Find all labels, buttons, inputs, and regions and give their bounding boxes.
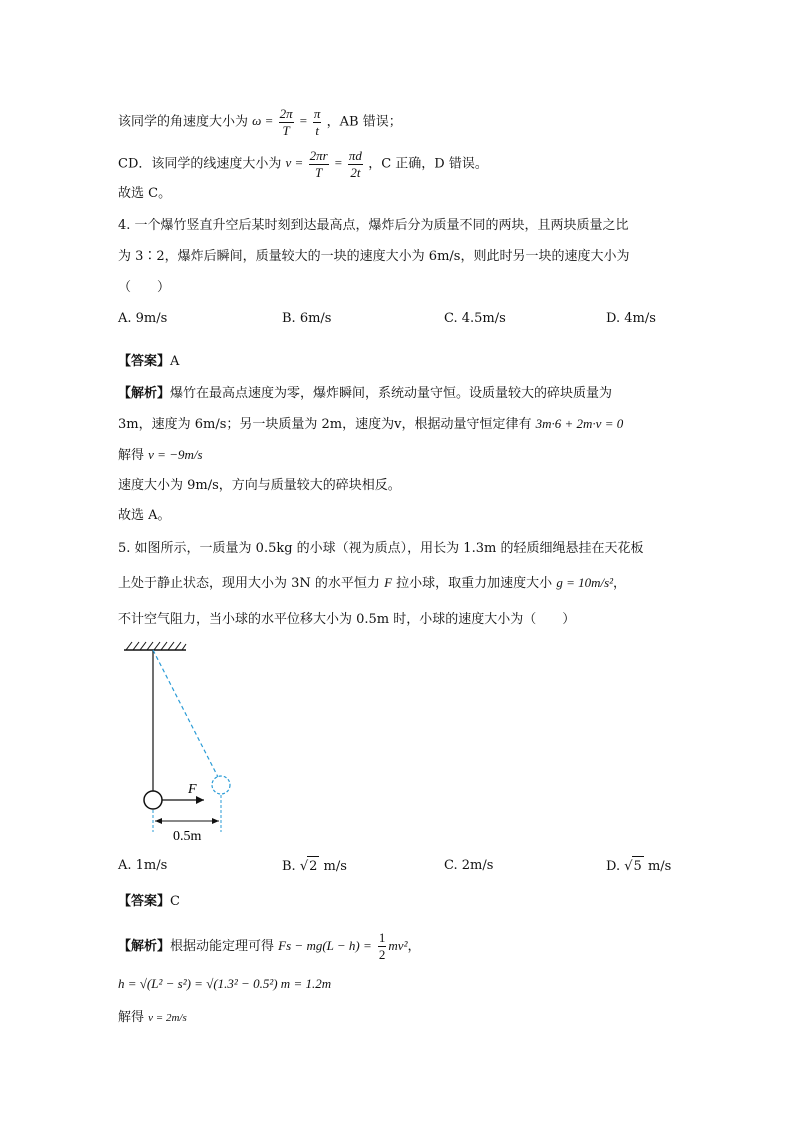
distance-arrow-right xyxy=(212,818,219,824)
analysis-text: 爆竹在最高点速度为零，爆炸瞬间，系统动量守恒。设质量较大的碎块质量为 xyxy=(170,386,613,401)
answer-value: A xyxy=(170,354,180,369)
q5-option-c: C. 2m/s xyxy=(444,858,494,873)
q5-option-a: A. 1m/s xyxy=(118,858,168,873)
q5-option-b: B. √2 m/s xyxy=(282,856,347,877)
sol3-choose: 故选 C。 xyxy=(118,186,172,201)
ball xyxy=(144,791,162,809)
q4-option-c: C. 4.5m/s xyxy=(444,311,506,326)
mass-coef: 3 xyxy=(118,417,127,432)
energy-eq-left: Fs − mg(L − h) = xyxy=(278,938,372,953)
q4-answer xyxy=(118,352,179,372)
answer-tag: 【答案】 xyxy=(118,354,171,369)
answer-value: C xyxy=(170,894,180,909)
solve-prefix: 解得 xyxy=(118,1010,145,1025)
omega-formula: ω = $\frac{2\pi}{T}$ = $\frac{\pi}{t}$ xyxy=(252,106,321,138)
distance-label: 0.5m xyxy=(173,829,202,844)
q5-solve-line xyxy=(118,1008,187,1028)
q5-stem-line1: 5. 如图所示，一质量为 0.5kg 的小球（视为质点），用长为 1.3m 的轻质细绳悬挂在天花板 xyxy=(118,541,644,556)
q4-stem-line2: 为 3∶2，爆炸后瞬间，质量较大的一块的速度大小为 6m/s，则此时另一块的速度大小为 xyxy=(118,249,630,264)
q5-analysis-line1 xyxy=(118,930,421,963)
analysis-line2-b: m，速度为 6m/s；另一块质量为 2 xyxy=(126,417,330,432)
q5-option-d-unit: m/s xyxy=(647,859,672,874)
omega-line xyxy=(118,106,402,139)
solve-prefix: 解得 xyxy=(118,448,145,463)
sqrt-2: 2 xyxy=(307,856,319,877)
q5-stem-line3: 不计空气阻力，当小球的水平位移大小为 0.5m 时，小球的速度大小为（ ） xyxy=(118,612,576,627)
analysis-text: 根据动能定理可得 xyxy=(170,939,275,954)
q4-choose: 故选 A。 xyxy=(118,508,171,523)
displaced-ball xyxy=(212,776,230,794)
velocity-line xyxy=(118,148,488,181)
q4-stem-line1: 4. 一个爆竹竖直升空后某时刻到达最高点，爆炸后分为质量不同的两块，且两块质量之比 xyxy=(118,218,629,233)
q5-option-d-label: D. xyxy=(606,859,621,874)
gravity-value: g = 10m/s² xyxy=(556,575,614,590)
q5-stem-line2-mid: 拉小球，取重力加速度大小 xyxy=(396,576,553,591)
q5-stem-line2-prefix: 上处于静止状态，现用大小为 3N 的水平恒力 xyxy=(118,576,380,591)
displaced-string xyxy=(153,650,218,777)
analysis-line2-d: v，根据动量守恒定律有 xyxy=(394,417,532,432)
omega-line-suffix: ，AB 错误； xyxy=(326,114,402,130)
q5-option-d: D. √5 m/s xyxy=(606,856,671,877)
q4-analysis-line1 xyxy=(118,384,612,404)
q4-blank: （ ） xyxy=(118,280,171,295)
fraction: $\frac{1}{2}$ xyxy=(378,930,386,962)
q5-option-b-unit: m/s xyxy=(323,859,347,874)
q4-analysis-line2 xyxy=(118,414,623,435)
velocity-line-prefix: CD．该同学的线速度大小为 xyxy=(118,156,282,172)
pendulum-figure xyxy=(118,640,248,845)
force-symbol: F xyxy=(384,575,393,590)
q4-option-d: D. 4m/s xyxy=(606,311,656,326)
energy-eq-right: mv² xyxy=(388,938,408,953)
q4-option-b: B. 6m/s xyxy=(282,311,332,326)
analysis-line2-c: m，速度为 xyxy=(329,417,395,432)
omega-line-prefix: 该同学的角速度大小为 xyxy=(118,114,249,130)
q5-option-b-label: B. xyxy=(282,859,296,874)
force-arrowhead xyxy=(196,796,204,804)
q5-answer xyxy=(118,892,180,912)
q4-solve-line xyxy=(118,445,203,466)
energy-eq-end: ， xyxy=(407,939,421,954)
q5-stem-line2 xyxy=(118,573,626,594)
solve-result: v = −9m/s xyxy=(148,447,203,462)
answer-tag: 【答案】 xyxy=(118,894,171,909)
analysis-tag: 【解析】 xyxy=(118,386,171,401)
q4-option-a: A. 9m/s xyxy=(118,311,168,326)
q5-h-line xyxy=(118,974,331,995)
analysis-tag: 【解析】 xyxy=(118,939,171,954)
ceiling xyxy=(124,642,186,650)
force-label: F xyxy=(188,782,197,797)
h-equation: h = √(L² − s²) = √(1.3² − 0.5²) m = 1.2m xyxy=(118,976,332,991)
momentum-equation: 3m·6 + 2m·v = 0 xyxy=(535,416,624,431)
q4-speed-line: 速度大小为 9m/s，方向与质量较大的碎块相反。 xyxy=(118,478,401,493)
sqrt-5: 5 xyxy=(632,856,644,877)
solve-result: v = 2m/s xyxy=(148,1012,187,1024)
distance-arrow-left xyxy=(155,818,162,824)
velocity-line-suffix: ，C 正确，D 错误。 xyxy=(368,156,488,172)
q5-stem-line2-end: ， xyxy=(613,576,627,591)
velocity-formula: v = $\frac{2\pi r}{T}$ = $\frac{\pi d}{2t}$ xyxy=(285,148,362,180)
